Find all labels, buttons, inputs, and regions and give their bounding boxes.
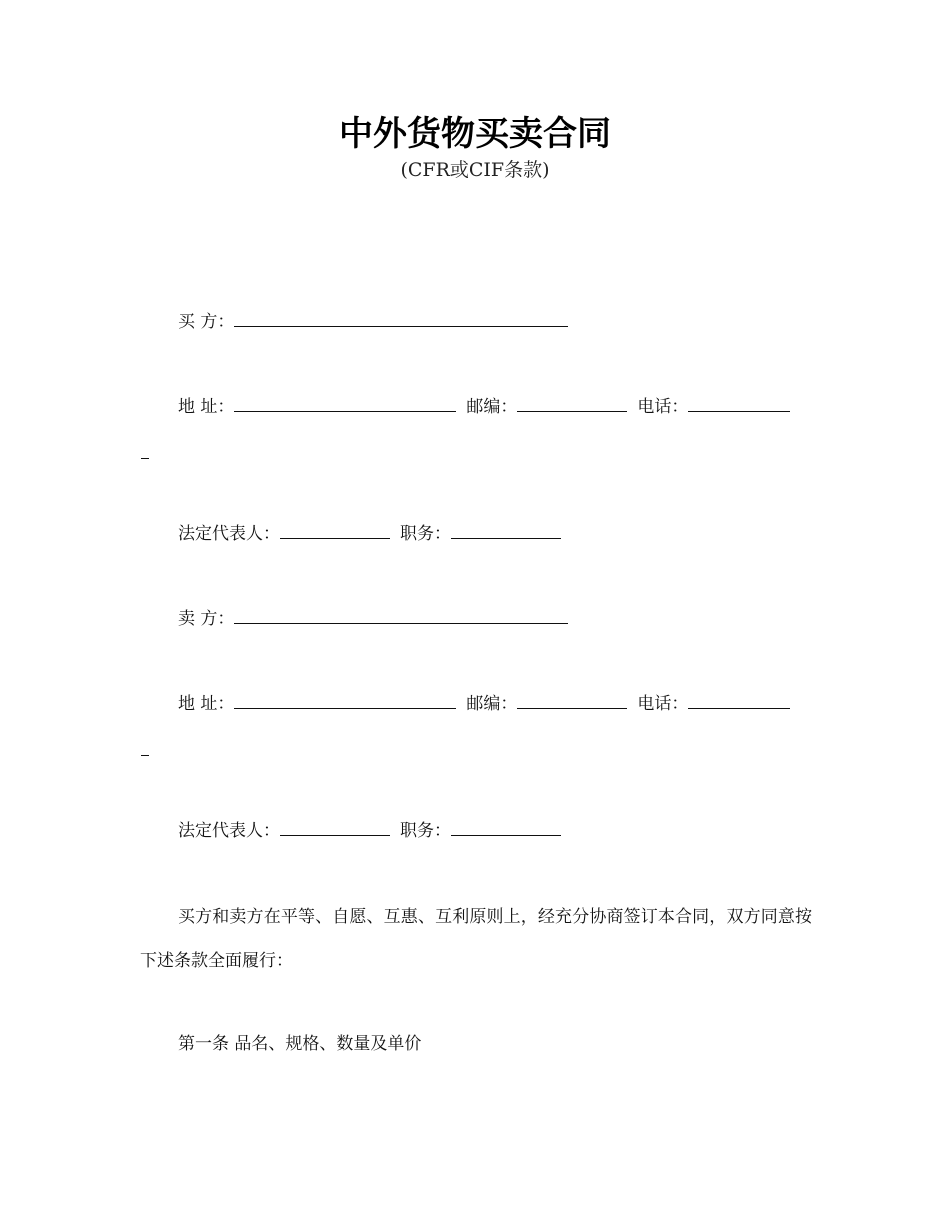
seller-legal-rep-blank bbox=[280, 817, 390, 836]
buyer-phone-blank bbox=[688, 393, 790, 412]
seller-address-line bbox=[178, 690, 790, 718]
seller-name-blank bbox=[234, 605, 568, 624]
seller-label: 卖 方： bbox=[178, 609, 235, 629]
document-subtitle: (CFR或CIF条款) bbox=[400, 159, 550, 181]
buyer-wrap-underscore bbox=[141, 458, 149, 459]
seller-postcode-label: 邮编： bbox=[466, 694, 518, 714]
seller-legal-rep-line bbox=[178, 817, 571, 845]
buyer-legal-rep-blank bbox=[280, 520, 390, 539]
buyer-address-blank bbox=[234, 393, 456, 412]
buyer-label: 买 方： bbox=[178, 312, 235, 332]
article-1-heading: 第一条 品名、规格、数量及单价 bbox=[178, 1034, 422, 1054]
seller-legal-rep-label: 法定代表人： bbox=[178, 821, 280, 841]
seller-position-label: 职务： bbox=[400, 821, 451, 841]
seller-postcode-blank bbox=[517, 690, 627, 709]
seller-address-label: 地 址： bbox=[178, 694, 235, 714]
buyer-position-label: 职务： bbox=[400, 524, 451, 544]
buyer-name-blank bbox=[234, 308, 568, 327]
seller-wrap-underscore bbox=[141, 755, 149, 756]
buyer-postcode-blank bbox=[517, 393, 627, 412]
buyer-legal-rep-label: 法定代表人： bbox=[178, 524, 280, 544]
document-title: 中外货物买卖合同 bbox=[339, 114, 611, 154]
buyer-address-line bbox=[178, 393, 790, 421]
seller-address-blank bbox=[234, 690, 456, 709]
buyer-address-label: 地 址： bbox=[178, 397, 235, 417]
buyer-position-blank bbox=[451, 520, 561, 539]
seller-position-blank bbox=[451, 817, 561, 836]
buyer-phone-label: 电话： bbox=[637, 397, 689, 417]
seller-phone-blank bbox=[688, 690, 790, 709]
buyer-line bbox=[178, 308, 578, 336]
seller-line bbox=[178, 605, 578, 633]
seller-phone-label: 电话： bbox=[637, 694, 689, 714]
preamble-paragraph: 买方和卖方在平等、自愿、互惠、互利原则上，经充分协商签订本合同，双方同意按下述条款全面履行： bbox=[140, 907, 812, 971]
buyer-legal-rep-line bbox=[178, 520, 571, 548]
buyer-postcode-label: 邮编： bbox=[466, 397, 518, 417]
